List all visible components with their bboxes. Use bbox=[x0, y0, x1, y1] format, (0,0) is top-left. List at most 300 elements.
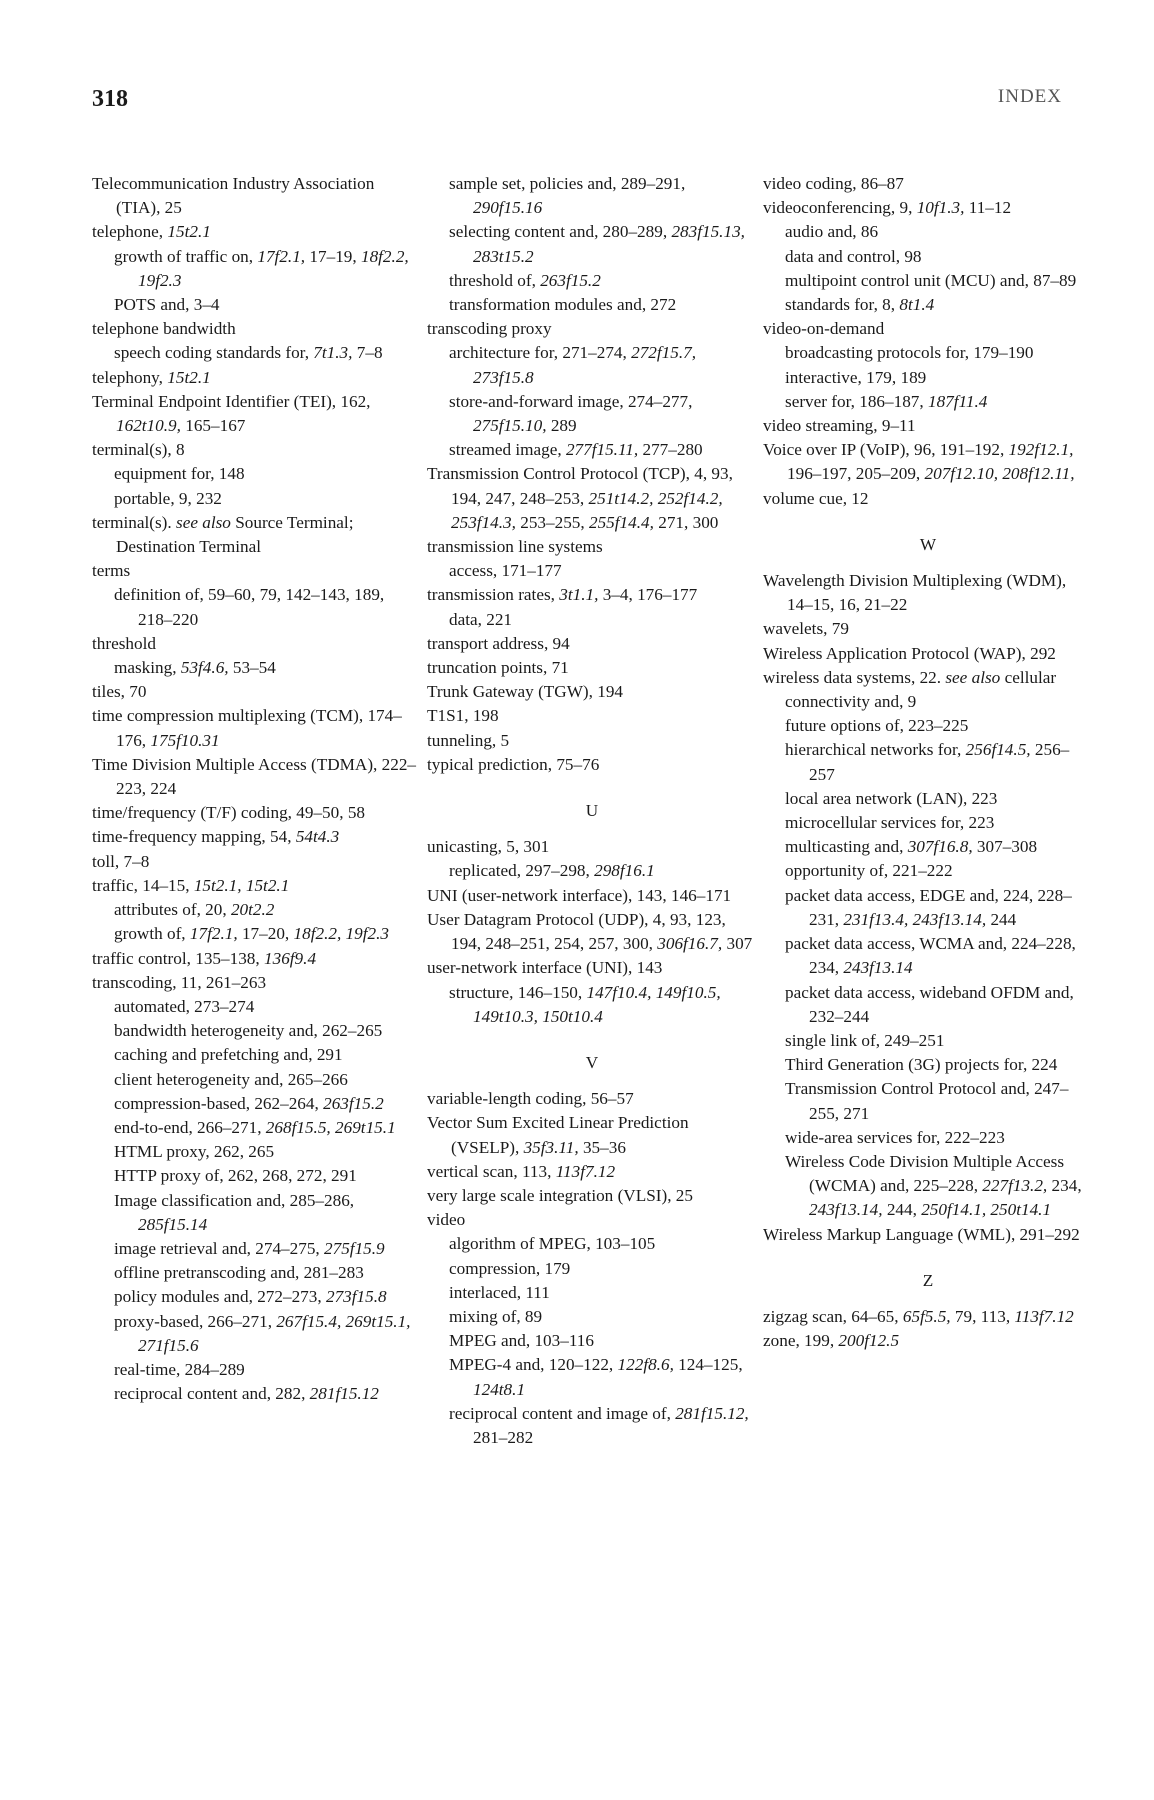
entry-text: transcoding proxy bbox=[427, 319, 552, 339]
entry-text: telephony, bbox=[92, 367, 168, 387]
entry-text: tiles, 70 bbox=[92, 682, 147, 702]
index-entry bbox=[763, 642, 1093, 666]
entry-text: 65f5.5, bbox=[902, 1306, 951, 1326]
entry-text: single link of, 249–251 bbox=[785, 1030, 945, 1050]
entry-text: terms bbox=[92, 561, 131, 581]
index-entry bbox=[92, 317, 422, 341]
entry-text: image retrieval and, 274–275, bbox=[114, 1238, 325, 1258]
index-subentry bbox=[763, 293, 1093, 317]
entry-text: 307f16.8, bbox=[907, 837, 973, 857]
entry-text: vertical scan, 113, bbox=[427, 1161, 556, 1181]
section-letter: V bbox=[585, 1052, 599, 1072]
index-subentry bbox=[92, 922, 422, 946]
index-subentry bbox=[427, 859, 757, 883]
entry-text: server for, 186–187, bbox=[785, 391, 928, 411]
index-subentry bbox=[763, 366, 1093, 390]
entry-text: 15t2.1 bbox=[167, 222, 211, 242]
entry-text: connectivity and, 9 bbox=[785, 692, 917, 712]
index-entry bbox=[427, 1111, 757, 1159]
entry-text: typical prediction, 75–76 bbox=[427, 754, 600, 774]
entry-text: proxy-based, 266–271, bbox=[114, 1311, 277, 1331]
entry-text: HTML proxy, 262, 265 bbox=[114, 1142, 275, 1162]
entry-text: transformation modules and, 272 bbox=[449, 295, 677, 315]
entry-text: 306f16.7, bbox=[657, 934, 723, 954]
index-entry bbox=[763, 617, 1093, 641]
entry-text: 307 bbox=[722, 934, 753, 954]
entry-text: 227f13.2, bbox=[982, 1176, 1048, 1196]
entry-text: video bbox=[427, 1210, 466, 1230]
index-entry bbox=[763, 317, 1093, 341]
entry-text: 251t14.2, 252f14.2, 253f14.3, bbox=[451, 488, 723, 532]
entry-text: store-and-forward image, 274–277, bbox=[449, 391, 693, 411]
entry-text: 281f15.12, bbox=[675, 1403, 749, 1423]
index-entry bbox=[763, 1329, 1093, 1353]
entry-text: 244, bbox=[882, 1200, 922, 1220]
entry-text: 7t1.3, bbox=[313, 343, 353, 363]
entry-text: time-frequency mapping, 54, bbox=[92, 827, 296, 847]
entry-text: 113f7.12 bbox=[555, 1161, 616, 1181]
entry-text: 17f2.1, bbox=[189, 924, 238, 944]
entry-text: 263f15.2 bbox=[323, 1093, 384, 1113]
entry-text: Wavelength Division Multiplexing (WDM), 14–15, 16, 21–22 bbox=[763, 571, 1067, 615]
entry-text: 263f15.2 bbox=[540, 270, 601, 290]
entry-text: 124–125, bbox=[673, 1355, 743, 1375]
entry-text: 20t2.2 bbox=[230, 900, 275, 920]
entry-text: tunneling, 5 bbox=[427, 730, 510, 750]
index-entry bbox=[427, 317, 757, 341]
entry-text: compression, 179 bbox=[449, 1258, 571, 1278]
index-subentry bbox=[763, 714, 1093, 738]
entry-text: 53–54 bbox=[228, 658, 276, 678]
index-subentry bbox=[92, 1164, 422, 1188]
index-subentry bbox=[92, 1092, 422, 1116]
index-subentry bbox=[763, 859, 1093, 883]
entry-text: Source Terminal; Destination Terminal bbox=[116, 512, 354, 557]
entry-text: attributes of, 20, bbox=[114, 900, 231, 920]
entry-text: T1S1, 198 bbox=[427, 706, 499, 726]
index-subentry bbox=[427, 293, 757, 317]
index-subentry bbox=[92, 583, 422, 631]
entry-text: 272f15.7, 273f15.8 bbox=[473, 343, 697, 387]
entry-text: 187f11.4 bbox=[927, 391, 988, 411]
entry-text: equipment for, 148 bbox=[114, 464, 245, 484]
index-subentry bbox=[763, 884, 1093, 932]
entry-text: video streaming, 9–11 bbox=[763, 416, 916, 436]
entry-text: packet data access, WCMA and, 224–228, 234, bbox=[785, 934, 1076, 978]
index-subentry bbox=[92, 1285, 422, 1309]
index-subentry bbox=[92, 245, 422, 293]
index-subentry bbox=[763, 811, 1093, 835]
index-entry bbox=[92, 390, 422, 438]
index-subentry bbox=[763, 932, 1093, 980]
entry-text: 277–280 bbox=[638, 440, 703, 460]
entry-text: 3–4, 176–177 bbox=[598, 585, 698, 605]
entry-text: real-time, 284–289 bbox=[114, 1359, 245, 1379]
entry-text: interlaced, 111 bbox=[449, 1282, 550, 1302]
entry-text: 165–167 bbox=[180, 416, 246, 436]
index-column-1 bbox=[92, 172, 422, 1406]
index-subentry bbox=[763, 738, 1093, 786]
index-entry bbox=[92, 632, 422, 656]
entry-text: policy modules and, 272–273, bbox=[114, 1287, 326, 1307]
entry-text: 250f14.1, 250t14.1 bbox=[921, 1200, 1052, 1220]
index-subentry bbox=[92, 1261, 422, 1285]
section-letter: W bbox=[919, 534, 937, 554]
index-entry bbox=[427, 1208, 757, 1232]
entry-text: sample set, policies and, 289–291, bbox=[449, 174, 686, 193]
index-entry bbox=[427, 656, 757, 680]
entry-text: 175f10.31 bbox=[150, 730, 220, 750]
page-header bbox=[92, 86, 1062, 116]
index-subentry bbox=[763, 1053, 1093, 1077]
index-entry bbox=[427, 632, 757, 656]
page-number: 318 bbox=[92, 86, 128, 112]
entry-text: 256–257 bbox=[809, 740, 1070, 784]
entry-text: 277f15.11, bbox=[565, 440, 639, 460]
entry-text: 243f13.14, bbox=[809, 1200, 883, 1220]
entry-text: Vector Sum Excited Linear Prediction (VSELP), bbox=[427, 1113, 689, 1157]
index-subentry bbox=[427, 220, 757, 268]
entry-text: 17–19, bbox=[305, 246, 361, 266]
index-entry bbox=[763, 666, 1093, 690]
index-column-2 bbox=[427, 172, 757, 1450]
entry-text: broadcasting protocols for, 179–190 bbox=[785, 343, 1034, 363]
entry-text: 53f4.6, bbox=[180, 658, 229, 678]
entry-text: growth of, bbox=[114, 924, 190, 944]
section-letter: U bbox=[585, 801, 599, 821]
entry-text: MPEG-4 and, 120–122, bbox=[449, 1355, 618, 1375]
index-subentry bbox=[92, 1019, 422, 1043]
entry-text: compression-based, 262–264, bbox=[114, 1093, 324, 1113]
index-entry bbox=[427, 583, 757, 607]
entry-text: Image classification and, 285–286, bbox=[114, 1190, 355, 1210]
index-subentry bbox=[763, 981, 1093, 1029]
entry-text: 298f16.1 bbox=[594, 861, 655, 881]
entry-text: bandwidth heterogeneity and, 262–265 bbox=[114, 1021, 383, 1041]
index-entry bbox=[427, 884, 757, 908]
index-entry bbox=[427, 680, 757, 704]
entry-text: packet data access, EDGE and, 224, 228–231, bbox=[785, 885, 1072, 929]
entry-text: 283f15.13, 283t15.2 bbox=[473, 222, 745, 266]
entry-text: opportunity of, 221–222 bbox=[785, 861, 953, 881]
index-subentry bbox=[427, 1305, 757, 1329]
entry-text: masking, bbox=[114, 658, 181, 678]
index-entry bbox=[92, 366, 422, 390]
entry-text: 147f10.4, 149f10.5, 149t10.3, 150t10.4 bbox=[473, 982, 721, 1026]
index-entry bbox=[92, 971, 422, 995]
entry-text: multipoint control unit (MCU) and, 87–89 bbox=[785, 270, 1077, 290]
entry-text: 273f15.8 bbox=[325, 1287, 387, 1307]
entry-text: 200f12.5 bbox=[838, 1331, 900, 1351]
index-subentry bbox=[92, 1043, 422, 1067]
entry-text: 271, 300 bbox=[653, 512, 719, 532]
entry-text: 275f15.10, bbox=[473, 416, 547, 436]
index-entry bbox=[763, 1223, 1093, 1247]
entry-text: Telecommunication Industry Association (TIA), 25 bbox=[92, 174, 375, 218]
entry-text: interactive, 179, 189 bbox=[785, 367, 927, 387]
entry-text: 124t8.1 bbox=[473, 1379, 526, 1399]
index-entry bbox=[92, 801, 422, 825]
index-entry bbox=[427, 704, 757, 728]
entry-text: 281f15.12 bbox=[309, 1384, 379, 1404]
entry-text: 162t10.9, bbox=[116, 416, 181, 436]
entry-text: traffic control, 135–138, bbox=[92, 948, 264, 968]
index-entry bbox=[92, 947, 422, 971]
entry-text: terminal(s). bbox=[92, 512, 176, 532]
entry-text: 11–12 bbox=[964, 198, 1012, 218]
index-subentry bbox=[763, 390, 1093, 414]
index-subentry bbox=[427, 1281, 757, 1305]
entry-text: reciprocal content and image of, bbox=[449, 1403, 676, 1423]
index-column-3 bbox=[763, 172, 1093, 1353]
entry-text: telephone bandwidth bbox=[92, 319, 236, 339]
index-subentry bbox=[427, 1232, 757, 1256]
entry-text: volume cue, 12 bbox=[763, 488, 869, 508]
entry-text: 267f15.4, 269t15.1, 271f15.6 bbox=[138, 1311, 411, 1355]
entry-text: 136f9.4 bbox=[264, 948, 317, 968]
entry-text: 285f15.14 bbox=[138, 1214, 208, 1234]
entry-text: Transmission Control Protocol and, 247–255, 271 bbox=[785, 1079, 1069, 1123]
index-subentry bbox=[92, 1310, 422, 1358]
index-subentry bbox=[763, 1077, 1093, 1125]
entry-text: multicasting and, bbox=[785, 837, 908, 857]
entry-text: microcellular services for, 223 bbox=[785, 813, 995, 833]
entry-text: time/frequency (T/F) coding, 49–50, 58 bbox=[92, 803, 366, 823]
entry-text: 15t2.1, 15t2.1 bbox=[193, 875, 290, 895]
entry-text: 207f12.10, 208f12.11, bbox=[924, 464, 1075, 484]
entry-text: User Datagram Protocol (UDP), 4, 93, 123, 194, 248–251, 254, 257, 300, bbox=[427, 909, 726, 954]
entry-text: cellular bbox=[1000, 667, 1057, 687]
entry-text: Wireless Code Division Multiple Access (WCMA) and, 225–228, bbox=[785, 1151, 1065, 1196]
index-entry bbox=[763, 196, 1093, 220]
index-subentry bbox=[763, 269, 1093, 293]
entry-text: transmission rates, bbox=[427, 585, 560, 605]
entry-text: speech coding standards for, bbox=[114, 343, 314, 363]
index-entry bbox=[763, 172, 1093, 196]
entry-text: hierarchical networks for, bbox=[785, 740, 966, 760]
index-subentry bbox=[427, 559, 757, 583]
index-subentry bbox=[763, 245, 1093, 269]
index-entry bbox=[92, 511, 422, 559]
index-entry bbox=[763, 487, 1093, 511]
entry-text: mixing of, 89 bbox=[449, 1306, 543, 1326]
index-entry bbox=[427, 835, 757, 859]
running-head: INDEX bbox=[997, 86, 1062, 107]
entry-text: 253–255, bbox=[515, 512, 589, 532]
entry-text: POTS and, 3–4 bbox=[114, 295, 220, 315]
entry-text: audio and, 86 bbox=[785, 222, 879, 242]
entry-text: streamed image, bbox=[449, 440, 566, 460]
entry-text: 7–8 bbox=[352, 343, 383, 363]
entry-text: 256f14.5, bbox=[965, 740, 1031, 760]
entry-text: 243f13.14 bbox=[843, 958, 913, 978]
index-subentry bbox=[763, 220, 1093, 244]
index-entry bbox=[763, 1305, 1093, 1329]
index-subentry bbox=[427, 1402, 757, 1450]
entry-text: terminal(s), 8 bbox=[92, 440, 185, 460]
entry-text: Terminal Endpoint Identifier (TEI), 162, bbox=[92, 391, 371, 411]
entry-text: wireless data systems, 22. bbox=[763, 667, 946, 687]
index-subentry bbox=[92, 1358, 422, 1382]
entry-text: 113f7.12 bbox=[1014, 1306, 1074, 1326]
entry-text: 290f15.16 bbox=[473, 198, 543, 218]
entry-text: 275f15.9 bbox=[324, 1238, 385, 1258]
entry-text: 289 bbox=[546, 416, 577, 436]
index-entry bbox=[427, 908, 757, 956]
index-entry bbox=[92, 559, 422, 583]
entry-text: video coding, 86–87 bbox=[763, 174, 904, 193]
entry-text: Wireless Markup Language (WML), 291–292 bbox=[763, 1224, 1080, 1244]
entry-text: packet data access, wideband OFDM and, 232–244 bbox=[785, 982, 1074, 1026]
entry-text: 17f2.1, bbox=[257, 246, 306, 266]
index-subentry bbox=[427, 438, 757, 462]
entry-text: zone, 199, bbox=[763, 1331, 839, 1351]
index-subentry bbox=[92, 462, 422, 486]
index-subentry bbox=[427, 269, 757, 293]
entry-text: zigzag scan, 64–65, bbox=[763, 1306, 903, 1326]
entry-text: selecting content and, 280–289, bbox=[449, 222, 672, 242]
index-subentry bbox=[92, 341, 422, 365]
entry-text: wavelets, 79 bbox=[763, 619, 849, 639]
index-subentry bbox=[427, 981, 757, 1029]
entry-text: Wireless Application Protocol (WAP), 292 bbox=[763, 643, 1056, 663]
entry-text: offline pretranscoding and, 281–283 bbox=[114, 1263, 364, 1283]
index-entry bbox=[427, 462, 757, 535]
index-entry bbox=[427, 1160, 757, 1184]
entry-text: 307–308 bbox=[972, 837, 1038, 857]
index-entry bbox=[427, 1087, 757, 1111]
index-subentry bbox=[427, 1353, 757, 1401]
entry-text: transport address, 94 bbox=[427, 633, 570, 653]
index-entry bbox=[92, 825, 422, 849]
entry-text: 122f8.6, bbox=[617, 1355, 674, 1375]
entry-text: 244 bbox=[986, 909, 1017, 929]
entry-text: wide-area services for, 222–223 bbox=[785, 1127, 1005, 1147]
index-subentry bbox=[763, 787, 1093, 811]
entry-text: Voice over IP (VoIP), 96, 191–192, bbox=[763, 440, 1009, 460]
entry-text: toll, 7–8 bbox=[92, 851, 150, 871]
entry-text: architecture for, 271–274, bbox=[449, 343, 632, 363]
entry-text: 35f3.11, bbox=[523, 1137, 579, 1157]
index-subentry bbox=[92, 898, 422, 922]
entry-text: see also bbox=[945, 667, 1001, 687]
entry-text: 15t2.1 bbox=[167, 367, 211, 387]
entry-text: threshold of, bbox=[449, 270, 541, 290]
index-subentry bbox=[92, 293, 422, 317]
index-entry bbox=[763, 438, 1093, 486]
entry-text: 281–282 bbox=[473, 1427, 534, 1447]
index-entry bbox=[427, 753, 757, 777]
index-entry bbox=[92, 874, 422, 898]
entry-text: structure, 146–150, bbox=[449, 982, 587, 1002]
entry-text: caching and prefetching and, 291 bbox=[114, 1045, 343, 1065]
index-subentry bbox=[427, 172, 757, 220]
index-subentry bbox=[92, 1382, 422, 1406]
entry-text: end-to-end, 266–271, bbox=[114, 1117, 266, 1137]
entry-text: UNI (user-network interface), 143, 146–171 bbox=[427, 885, 732, 905]
entry-text: standards for, 8, bbox=[785, 295, 900, 315]
index-entry bbox=[427, 1184, 757, 1208]
entry-text: 255f14.4, bbox=[588, 512, 654, 532]
index-subentry bbox=[92, 1068, 422, 1092]
entry-text: 35–36 bbox=[578, 1137, 626, 1157]
entry-text: 268f15.5, 269t15.1 bbox=[265, 1117, 396, 1137]
index-subentry bbox=[92, 1140, 422, 1164]
entry-text: threshold bbox=[92, 633, 156, 653]
index-entry bbox=[427, 729, 757, 753]
entry-text: telephone, bbox=[92, 222, 168, 242]
index-subentry bbox=[427, 390, 757, 438]
index-subentry bbox=[427, 608, 757, 632]
index-entry bbox=[92, 680, 422, 704]
entry-text: 231f13.4, 243f13.14, bbox=[843, 909, 987, 929]
entry-text: algorithm of MPEG, 103–105 bbox=[449, 1234, 656, 1254]
index-subentry bbox=[763, 1029, 1093, 1053]
entry-text: 196–197, 205–209, bbox=[787, 464, 925, 484]
entry-text: Trunk Gateway (TGW), 194 bbox=[427, 682, 624, 702]
entry-text: user-network interface (UNI), 143 bbox=[427, 958, 663, 978]
entry-text: 17–20, bbox=[237, 924, 294, 944]
index-subentry bbox=[763, 835, 1093, 859]
index-subentry bbox=[92, 1237, 422, 1261]
entry-text: videoconferencing, 9, bbox=[763, 198, 917, 218]
index-entry bbox=[427, 535, 757, 559]
index-entry bbox=[92, 220, 422, 244]
index-subentry bbox=[763, 1150, 1093, 1223]
index-subentry bbox=[92, 656, 422, 680]
entry-text: 79, 113, bbox=[950, 1306, 1015, 1326]
entry-text: Transmission Control Protocol (TCP), 4, 93, 194, 247, 248–253, bbox=[427, 464, 733, 508]
entry-text: time compression multiplexing (TCM), 174–176, bbox=[92, 706, 402, 750]
index-entry bbox=[427, 956, 757, 980]
index-entry bbox=[92, 753, 422, 801]
entry-text: truncation points, 71 bbox=[427, 658, 569, 678]
entry-text: access, 171–177 bbox=[449, 561, 562, 581]
index-subentry bbox=[427, 1257, 757, 1281]
entry-text: 8t1.4 bbox=[899, 295, 935, 315]
entry-text: see also bbox=[176, 512, 231, 532]
index-subentry bbox=[427, 341, 757, 389]
index-subentry bbox=[92, 487, 422, 511]
entry-text: traffic, 14–15, bbox=[92, 875, 194, 895]
entry-text: Third Generation (3G) projects for, 224 bbox=[785, 1055, 1058, 1075]
index-entry bbox=[763, 569, 1093, 617]
entry-text: 18f2.2, 19f2.3 bbox=[138, 246, 409, 290]
index-entry bbox=[92, 704, 422, 752]
entry-text: 3t1.1, bbox=[559, 585, 599, 605]
index-entry bbox=[92, 438, 422, 462]
entry-text: 54t4.3 bbox=[295, 827, 340, 847]
index-subentry bbox=[427, 1329, 757, 1353]
entry-text: HTTP proxy of, 262, 268, 272, 291 bbox=[114, 1166, 357, 1186]
index-subentry bbox=[92, 1116, 422, 1140]
entry-text: replicated, 297–298, bbox=[449, 861, 595, 881]
index-subentry bbox=[92, 1189, 422, 1237]
index-subentry bbox=[92, 995, 422, 1019]
entry-text: 234, bbox=[1047, 1176, 1082, 1196]
entry-text: local area network (LAN), 223 bbox=[785, 788, 998, 808]
entry-text: definition of, 59–60, 79, 142–143, 189, 218–220 bbox=[114, 585, 385, 629]
entry-text: growth of traffic on, bbox=[114, 246, 258, 266]
entry-text: data and control, 98 bbox=[785, 246, 922, 266]
section-letter: Z bbox=[922, 1270, 934, 1290]
entry-text: transcoding, 11, 261–263 bbox=[92, 972, 267, 992]
entry-text: reciprocal content and, 282, bbox=[114, 1384, 310, 1404]
entry-text: future options of, 223–225 bbox=[785, 716, 969, 736]
index-entry bbox=[92, 850, 422, 874]
entry-text: variable-length coding, 56–57 bbox=[427, 1089, 634, 1109]
entry-text: video-on-demand bbox=[763, 319, 885, 339]
